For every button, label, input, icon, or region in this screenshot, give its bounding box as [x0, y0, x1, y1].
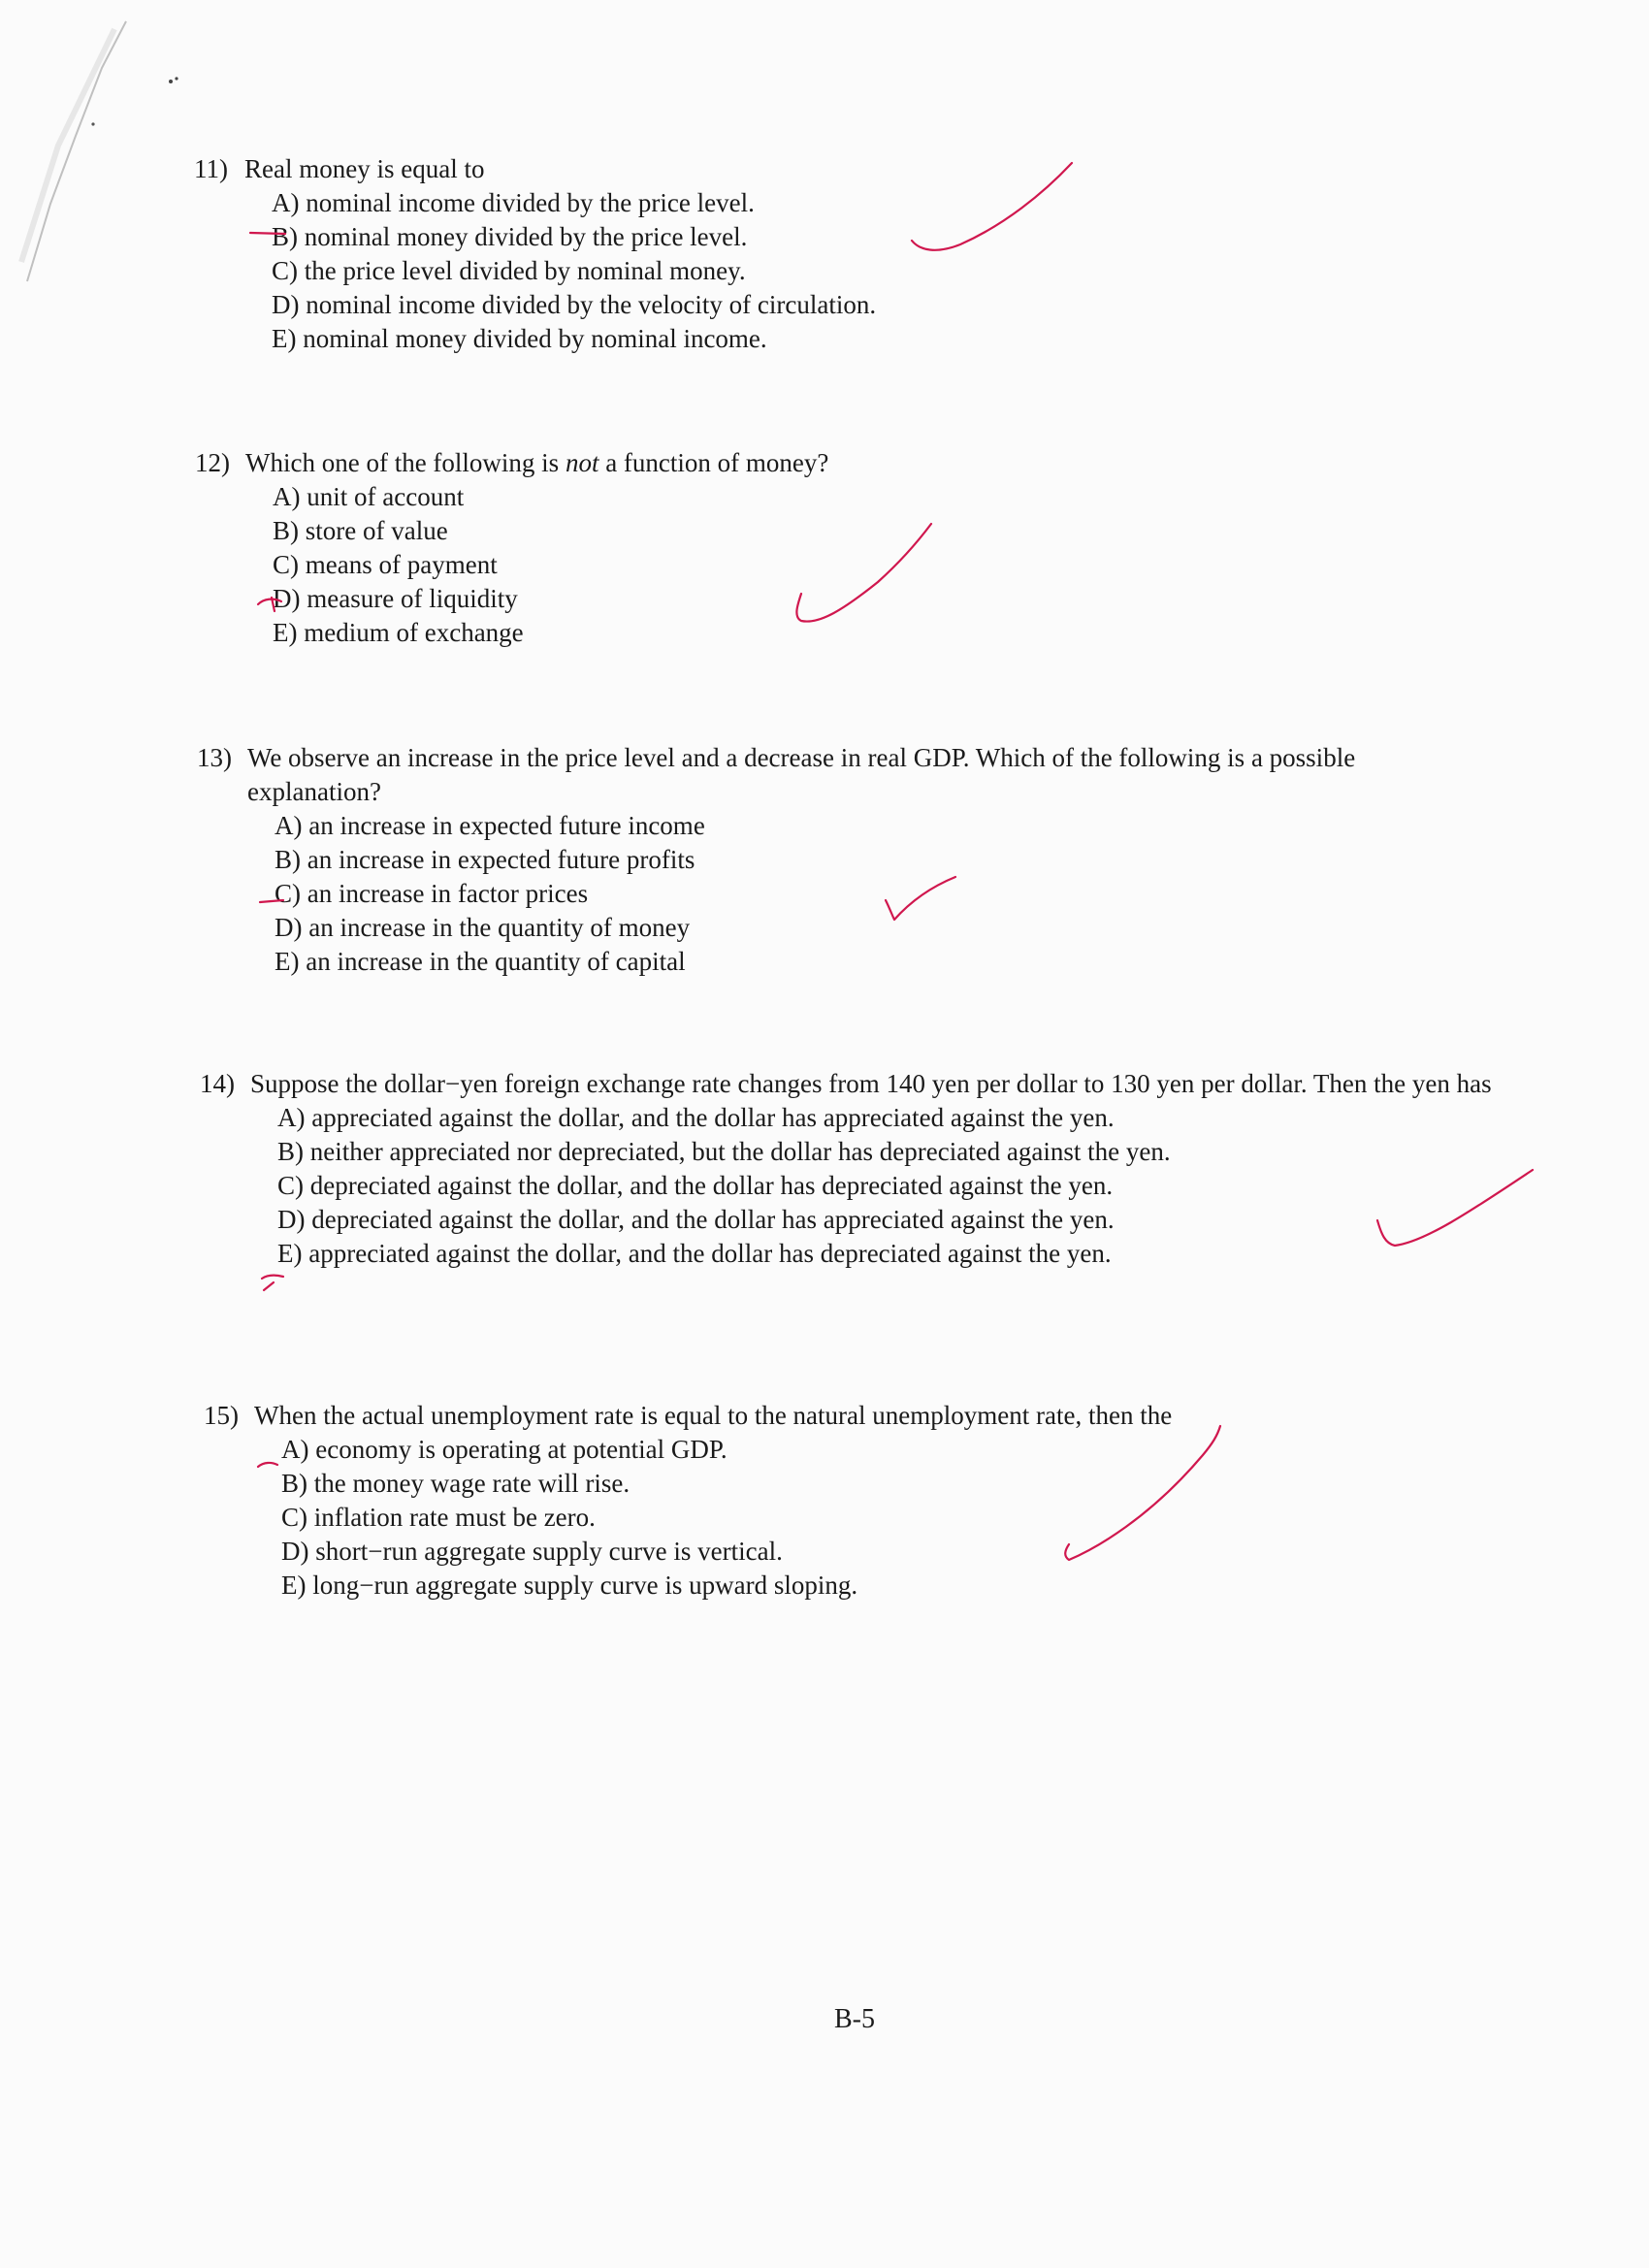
question-stem	[204, 1399, 1465, 1433]
option-text: economy is operating at potential GDP.	[315, 1435, 728, 1464]
page-number: B-5	[834, 2004, 875, 2034]
option-d[interactable]	[197, 911, 1468, 945]
option-text: nominal income divided by the velocity of circulation.	[306, 290, 877, 319]
option-text: means of payment	[305, 550, 498, 579]
option-c[interactable]	[194, 254, 1455, 288]
option-a[interactable]	[204, 1433, 1465, 1467]
option-a[interactable]	[200, 1101, 1538, 1135]
option-text: an increase in the quantity of capital	[306, 947, 686, 976]
option-d[interactable]	[195, 582, 1456, 616]
option-text: nominal money divided by the price level.	[304, 222, 748, 251]
option-text: nominal money divided by nominal income.	[303, 324, 767, 353]
option-letter: C )	[272, 256, 305, 285]
option-b[interactable]	[204, 1467, 1465, 1501]
question-text-emphasis: not	[565, 448, 599, 477]
question-14	[200, 1067, 1538, 1271]
option-letter: C )	[277, 1171, 310, 1200]
question-number: 13)	[197, 743, 232, 772]
option-letter: A )	[277, 1103, 311, 1132]
option-e[interactable]	[195, 616, 1456, 650]
question-stem	[197, 741, 1468, 809]
option-letter: D )	[277, 1205, 311, 1234]
option-letter: D )	[281, 1537, 315, 1566]
option-d[interactable]	[204, 1535, 1465, 1569]
question-number: 14)	[200, 1069, 235, 1098]
option-text: short−run aggregate supply curve is vertical.	[315, 1537, 783, 1566]
option-a[interactable]	[195, 480, 1456, 514]
option-letter: E )	[281, 1571, 312, 1600]
option-letter: C )	[273, 550, 306, 579]
question-stem	[200, 1067, 1538, 1101]
question-text: We observe an increase in the price level and a decrease in real GDP. Which of the following is a possible explanation?	[247, 743, 1356, 806]
option-d[interactable]	[200, 1203, 1538, 1237]
option-letter: C )	[275, 879, 307, 908]
option-text: an increase in factor prices	[307, 879, 589, 908]
option-e[interactable]	[197, 945, 1468, 979]
answer-options	[195, 480, 1456, 650]
option-letter: E )	[277, 1239, 308, 1268]
option-text: an increase in expected future income	[308, 811, 705, 840]
option-text: depreciated against the dollar, and the dollar has appreciated against the yen.	[311, 1205, 1115, 1234]
option-letter: B )	[281, 1469, 314, 1498]
option-text: inflation rate must be zero.	[313, 1503, 596, 1532]
question-stem	[195, 446, 1456, 480]
answer-options	[200, 1101, 1538, 1271]
option-text: depreciated against the dollar, and the dollar has depreciated against the yen.	[309, 1171, 1114, 1200]
option-letter: E )	[272, 324, 303, 353]
option-letter: D )	[273, 584, 307, 613]
question-13	[197, 741, 1468, 979]
option-e[interactable]	[204, 1569, 1465, 1603]
option-text: an increase in the quantity of money	[308, 913, 691, 942]
option-c[interactable]	[195, 548, 1456, 582]
option-text: nominal income divided by the price level.	[306, 188, 755, 217]
option-letter: E )	[273, 618, 304, 647]
option-text: medium of exchange	[304, 618, 524, 647]
question-11	[194, 152, 1455, 356]
option-letter: A )	[272, 188, 306, 217]
option-text: appreciated against the dollar, and the dollar has depreciated against the yen.	[308, 1239, 1112, 1268]
option-d[interactable]	[194, 288, 1455, 322]
question-text-after: a function of money?	[598, 448, 829, 477]
question-number: 15)	[204, 1401, 239, 1430]
answer-options	[204, 1433, 1465, 1603]
question-number: 11)	[194, 154, 228, 183]
option-letter: A )	[273, 482, 307, 511]
question-number: 12)	[195, 448, 230, 477]
question-text: When the actual unemployment rate is equal to the natural unemployment rate, then the	[254, 1401, 1173, 1430]
option-letter: E )	[275, 947, 306, 976]
option-text: unit of account	[307, 482, 465, 511]
option-letter: A )	[275, 811, 308, 840]
question-text-before: Which one of the following is	[245, 448, 566, 477]
option-e[interactable]	[200, 1237, 1538, 1271]
option-text: the money wage rate will rise.	[313, 1469, 630, 1498]
option-text: long−run aggregate supply curve is upward sloping.	[312, 1571, 858, 1600]
option-text: an increase in expected future profits	[307, 845, 695, 874]
option-text: store of value	[305, 516, 448, 545]
option-text: measure of liquidity	[307, 584, 518, 613]
option-b[interactable]	[197, 843, 1468, 877]
scan-edge-artifact	[0, 0, 194, 310]
question-text	[245, 446, 828, 480]
option-c[interactable]	[197, 877, 1468, 911]
option-letter: B )	[275, 845, 307, 874]
option-c[interactable]	[204, 1501, 1465, 1535]
question-12	[195, 446, 1456, 650]
question-15	[204, 1399, 1465, 1603]
option-letter: A )	[281, 1435, 315, 1464]
option-text: appreciated against the dollar, and the dollar has appreciated against the yen.	[311, 1103, 1115, 1132]
question-text: Suppose the dollar−yen foreign exchange rate changes from 140 yen per dollar to 130 yen per dollar. Then the yen has	[250, 1069, 1492, 1098]
option-b[interactable]	[194, 220, 1455, 254]
option-letter: D )	[275, 913, 308, 942]
option-e[interactable]	[194, 322, 1455, 356]
option-b[interactable]	[195, 514, 1456, 548]
option-letter: C )	[281, 1503, 314, 1532]
option-text: neither appreciated nor depreciated, but the dollar has depreciated against the yen.	[309, 1137, 1171, 1166]
option-a[interactable]	[194, 186, 1455, 220]
option-c[interactable]	[200, 1169, 1538, 1203]
question-text: Real money is equal to	[244, 154, 485, 183]
option-letter: B )	[272, 222, 305, 251]
answer-options	[194, 186, 1455, 356]
option-text: the price level divided by nominal money.	[304, 256, 746, 285]
option-letter: D )	[272, 290, 306, 319]
option-a[interactable]	[197, 809, 1468, 843]
option-letter: B )	[273, 516, 306, 545]
answer-options	[197, 809, 1468, 979]
option-letter: B )	[277, 1137, 310, 1166]
question-stem	[194, 152, 1455, 186]
option-b[interactable]	[200, 1135, 1538, 1169]
